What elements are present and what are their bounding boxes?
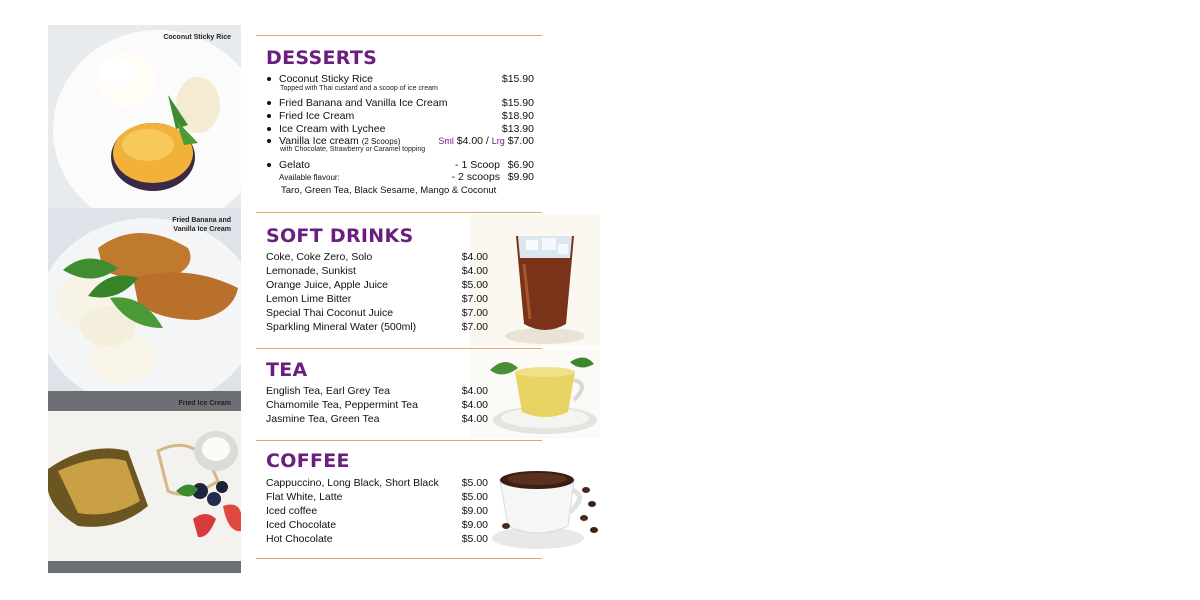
dessert-price: $15.90	[501, 97, 534, 109]
dessert-price: $18.90	[501, 110, 534, 122]
tea-name: Chamomile Tea, Peppermint Tea	[266, 399, 418, 411]
bullet	[267, 101, 271, 105]
coffee-name: Flat White, Latte	[266, 491, 343, 503]
dessert-name: Fried Banana and Vanilla Ice Cream	[279, 97, 448, 109]
sticky-rice-plate-image	[48, 25, 241, 208]
drink-price: $4.00	[461, 265, 488, 277]
dessert-desc: with Chocolate, Strawberry or Caramel topping	[280, 146, 426, 153]
size-small-label: Sml	[438, 136, 454, 146]
photo-fried-ice-cream	[48, 391, 241, 573]
dessert-price: $15.90	[501, 73, 534, 85]
coffee-price: $9.00	[461, 505, 488, 517]
bullet	[267, 163, 271, 167]
bullet	[267, 139, 271, 143]
photo-caption: Fried Ice Cream	[178, 400, 231, 407]
coffee-price: $5.00	[461, 477, 488, 489]
drink-price: $7.00	[461, 321, 488, 333]
drink-name: Lemonade, Sunkist	[266, 265, 356, 277]
soft-drinks-title: SOFT DRINKS	[266, 225, 414, 247]
drink-name: Orange Juice, Apple Juice	[266, 279, 388, 291]
gelato-option: - 2 scoops	[451, 171, 500, 183]
coffee-name: Iced coffee	[266, 505, 318, 517]
dessert-name: Gelato	[279, 159, 310, 171]
photo-caption: Coconut Sticky Rice	[163, 34, 231, 41]
dessert-desc: Topped with Thai custard and a scoop of ice cream	[280, 85, 438, 92]
drink-name: Lemon Lime Bitter	[266, 293, 352, 305]
tea-price: $4.00	[461, 385, 488, 397]
size-large-label: Lrg	[491, 136, 505, 146]
photo-fried-banana	[48, 208, 241, 391]
divider	[256, 35, 542, 36]
coffee-price: $5.00	[461, 533, 488, 545]
tea-name: English Tea, Earl Grey Tea	[266, 385, 390, 397]
fried-ice-cream-plate-image	[48, 391, 241, 573]
dessert-name: Coconut Sticky Rice	[279, 73, 373, 85]
photo-coconut-sticky-rice	[48, 25, 241, 208]
drink-name: Sparkling Mineral Water (500ml)	[266, 321, 417, 333]
gelato-flavours: Taro, Green Tea, Black Sesame, Mango & Coconut	[281, 185, 497, 196]
divider	[256, 558, 542, 559]
coffee-image	[486, 460, 600, 552]
drink-price: $7.00	[461, 293, 488, 305]
bullet	[267, 114, 271, 118]
coffee-name: Hot Chocolate	[266, 533, 333, 545]
gelato-price: $9.90	[507, 171, 534, 183]
photo-column	[48, 25, 241, 573]
gelato-price: $6.90	[507, 159, 534, 171]
gelato-option: - 1 Scoop	[455, 159, 500, 171]
drink-price: $4.00	[461, 251, 488, 263]
tea-name: Jasmine Tea, Green Tea	[266, 413, 380, 425]
divider	[256, 212, 542, 213]
coffee-price: $9.00	[461, 519, 488, 531]
desserts-title: DESSERTS	[266, 47, 378, 69]
drink-name: Coke, Coke Zero, Solo	[266, 251, 373, 263]
coffee-price: $5.00	[461, 491, 488, 503]
dessert-name-note: (2 Scoops)	[361, 137, 401, 146]
coffee-name: Iced Chocolate	[266, 519, 337, 531]
dessert-name: Ice Cream with Lychee	[279, 123, 386, 135]
divider	[256, 348, 542, 349]
photo-caption: Fried Banana and Vanilla Ice Cream	[172, 217, 231, 233]
drink-price: $5.00	[461, 279, 488, 291]
price-small: $4.00 /	[456, 135, 489, 147]
drink-name: Special Thai Coconut Juice	[266, 307, 394, 319]
tea-price: $4.00	[461, 399, 488, 411]
divider	[256, 440, 542, 441]
coffee-name: Cappuccino, Long Black, Short Black	[266, 477, 439, 489]
dessert-price: $13.90	[501, 123, 534, 135]
price-large: $7.00	[507, 135, 534, 147]
soft-drink-image	[470, 214, 600, 346]
dessert-size-prices	[438, 135, 534, 147]
fried-banana-plate-image	[48, 208, 241, 391]
bullet	[267, 77, 271, 81]
bullet	[267, 127, 271, 131]
drink-price: $7.00	[461, 307, 488, 319]
tea-title: TEA	[266, 359, 308, 381]
tea-image	[470, 350, 600, 438]
dessert-name: Fried Ice Cream	[279, 110, 355, 122]
dessert-desc: Available flavour:	[279, 173, 340, 182]
tea-price: $4.00	[461, 413, 488, 425]
dessert-name-text: Vanilla Ice cream	[279, 135, 359, 147]
coffee-title: COFFEE	[266, 450, 350, 472]
